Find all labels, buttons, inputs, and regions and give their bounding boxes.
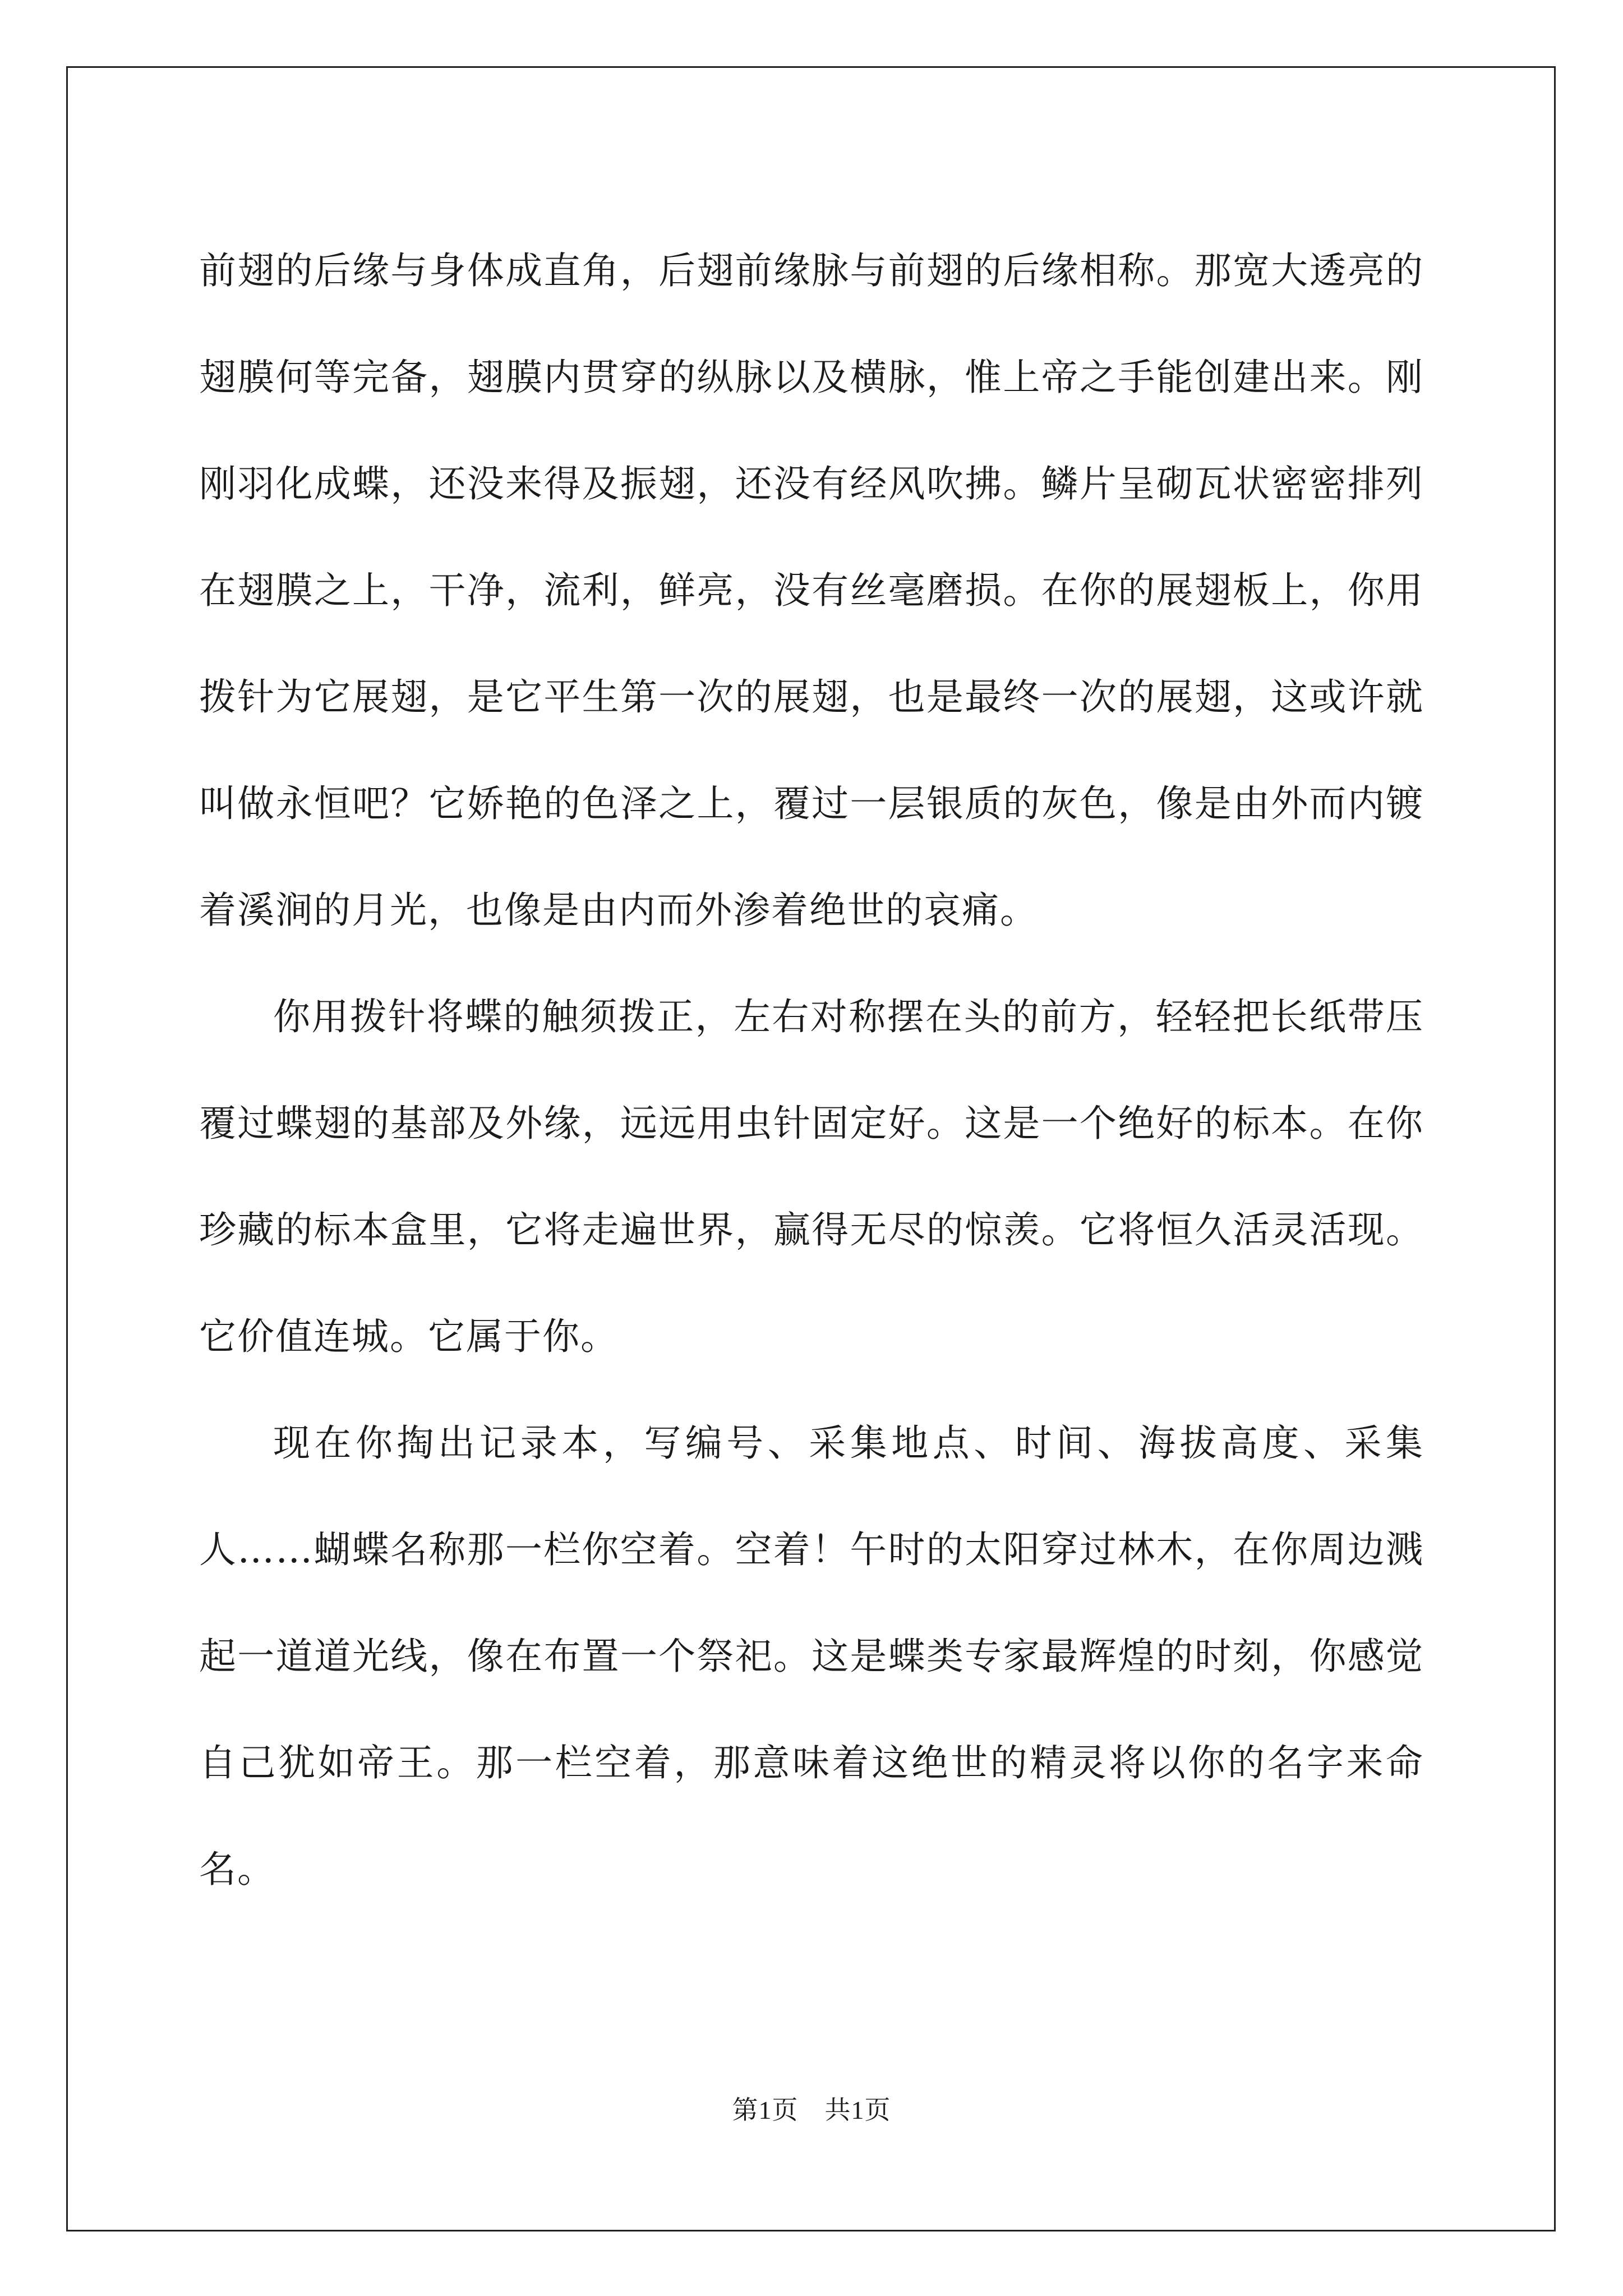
page-footer: 第1页 共1页 <box>732 2096 891 2124</box>
paragraph-2: 你用拨针将蝶的触须拨正，左右对称摆在头的前方，轻轻把长纸带压覆过蝶翅的基部及外缘，远远用虫针固定好。这是一个绝好的标本。在你珍藏的标本盒里，它将走遍世界，赢得无尽的惊羡。它将恒久活灵活现。它价值连城。它属于你。 <box>199 995 1424 1358</box>
document-body <box>199 218 1424 1923</box>
paragraph-1: 前翅的后缘与身体成直角，后翅前缘脉与前翅的后缘相称。那宽大透亮的翅膜何等完备，翅膜内贯穿的纵脉以及横脉，惟上帝之手能创建出来。刚刚羽化成蝶，还没来得及振翅，还没有经风吹拂。鳞片呈砌瓦状密密排列在翅膜之上，干净，流利，鲜亮，没有丝毫磨损。在你的展翅板上，你用拨针为它展翅，是它平生第一次的展翅，也是最终一次的展翅，这或许就叫做永恒吧？它娇艳的色泽之上，覆过一层银质的灰色，像是由外而内镀着溪涧的月光，也像是由内而外渗着绝世的哀痛。 <box>199 249 1424 932</box>
paragraph-3: 现在你掏出记录本，写编号、采集地点、时间、海拔高度、采集人……蝴蝶名称那一栏你空着。空着！午时的太阳穿过林木，在你周边溅起一道道光线，像在布置一个祭祀。这是蝶类专家最辉煌的时刻，你感觉自己犹如帝王。那一栏空着，那意味着这绝世的精灵将以你的名字来命名。 <box>199 1421 1424 1891</box>
